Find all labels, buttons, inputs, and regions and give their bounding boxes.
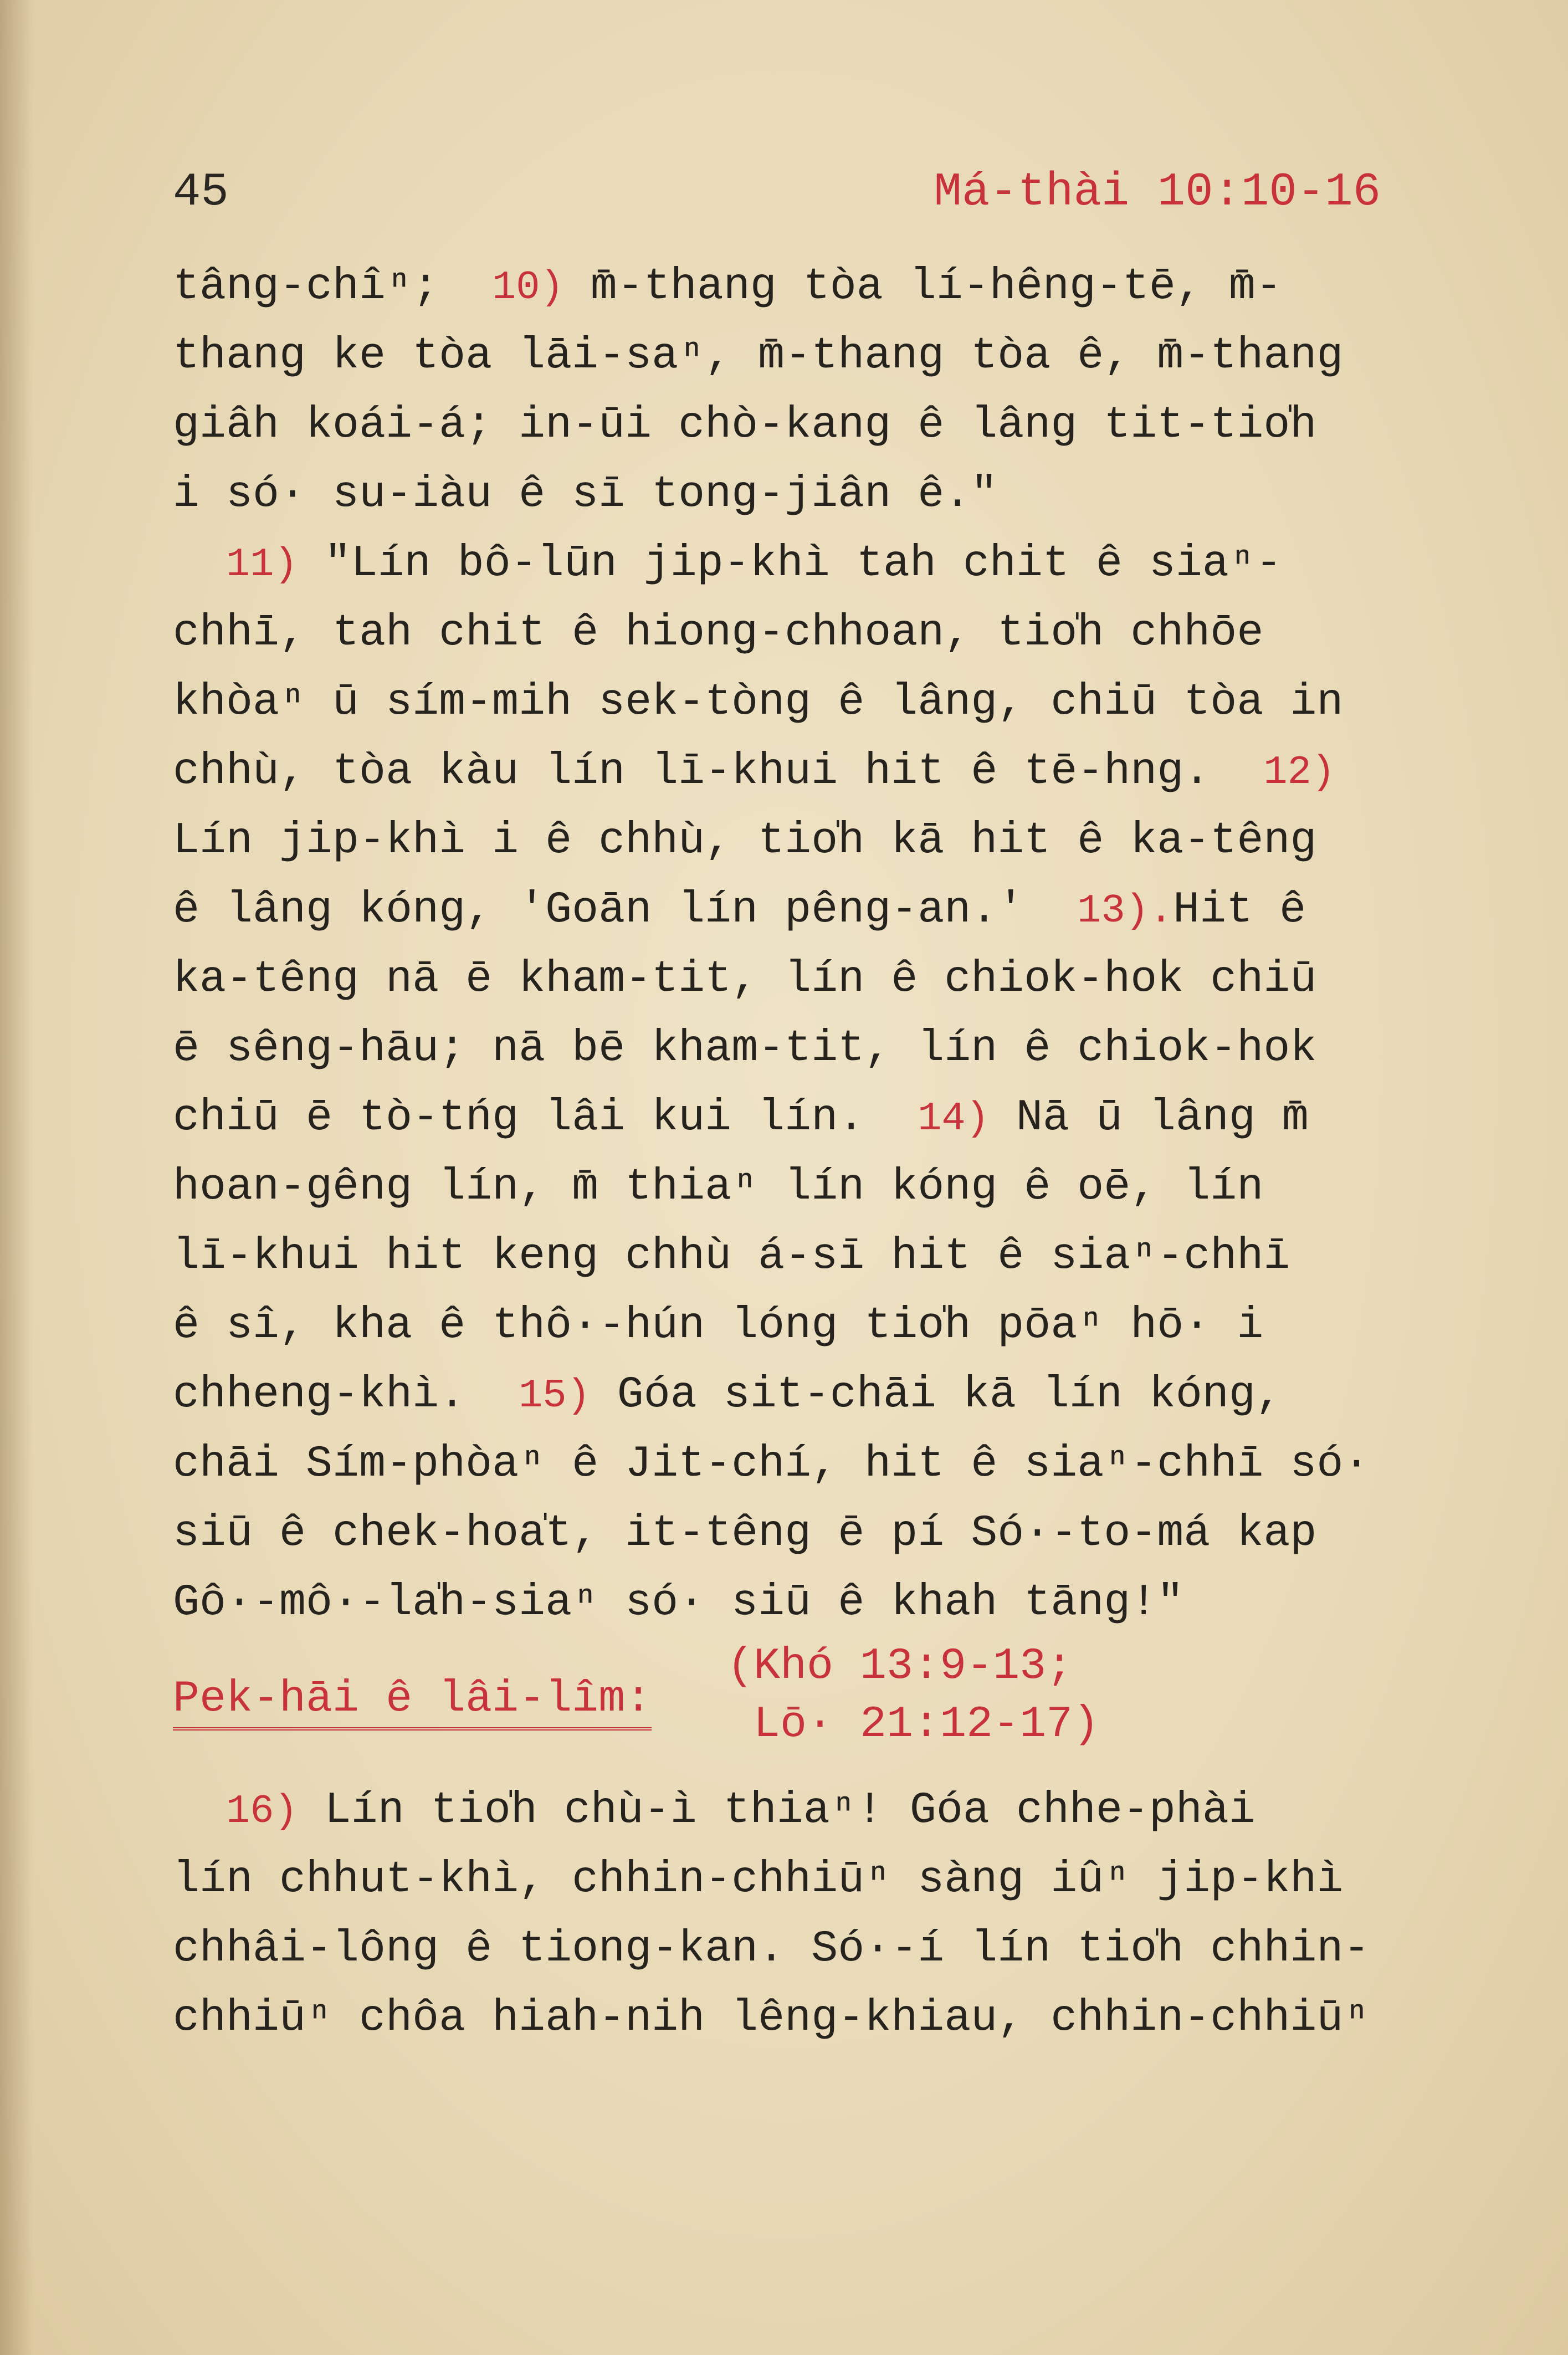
cross-reference-line: (Khó 13:9-13; bbox=[727, 1641, 1073, 1692]
line-text: tâng-chîⁿ; bbox=[173, 262, 493, 312]
text-line: chhâi-lông ê tiong-kan. Só·-í lín tio̍h chhin- bbox=[173, 1924, 1370, 1974]
verse-number-10: 10) bbox=[492, 265, 564, 310]
text-line: giâh koái-á; in-ūi chò-kang ê lâng tit-tio̍h bbox=[173, 400, 1317, 450]
text-line: chhī, tah chit ê hiong-chhoan, tio̍h chhōe bbox=[173, 608, 1264, 658]
page-body bbox=[173, 252, 1442, 2053]
running-head: Má-thài 10:10-16 bbox=[934, 166, 1381, 219]
text-line: thang ke tòa lāi-saⁿ, m̄-thang tòa ê, m̄-thang bbox=[173, 331, 1344, 381]
text-line bbox=[173, 1776, 1442, 1845]
line-text: chheng-khì. bbox=[173, 1370, 519, 1420]
line-text: Lín tio̍h chù-ì thiaⁿ! Góa chhe-phài bbox=[298, 1785, 1256, 1836]
text-line: ē sêng-hāu; nā bē kham-tit, lín ê chiok-hok bbox=[173, 1023, 1317, 1074]
text-line: hoan-gêng lín, m̄ thiaⁿ lín kóng ê oē, lín bbox=[173, 1162, 1264, 1212]
line-text: Nā ū lâng m̄ bbox=[989, 1093, 1309, 1143]
line-text: chhù, tòa kàu lín lī-khui hit ê tē-hng. bbox=[173, 746, 1264, 797]
text-line: ê sî, kha ê thô·-hún lóng tio̍h pōaⁿ hō· i bbox=[173, 1301, 1264, 1351]
verse-number-16: 16) bbox=[226, 1789, 298, 1834]
text-line: i só· su-iàu ê sī tong-jiân ê." bbox=[173, 469, 998, 520]
line-text: m̄-thang tòa lí-hêng-tē, m̄- bbox=[563, 262, 1282, 312]
section-heading bbox=[173, 1637, 1442, 1776]
text-line: siū ê chek-hoa̍t, it-têng ē pí Só·-to-má kap bbox=[173, 1508, 1317, 1559]
line-text: ê lâng kóng, 'Goān lín pêng-an.' bbox=[173, 885, 1078, 935]
indent bbox=[173, 539, 226, 589]
verse-number-12: 12) bbox=[1263, 750, 1335, 795]
page-header bbox=[173, 166, 1381, 227]
cross-reference bbox=[727, 1637, 1099, 1754]
text-line bbox=[173, 529, 1442, 598]
verse-number-13: 13). bbox=[1077, 888, 1174, 934]
line-text: "Lín bô-lūn jip-khì tah chit ê siaⁿ- bbox=[298, 539, 1282, 589]
line-text: Hit ê bbox=[1173, 885, 1306, 935]
section-title: Pek-hāi ê lâi-lîm: bbox=[173, 1672, 652, 1731]
text-line bbox=[173, 876, 1442, 945]
cross-reference-line: Lō· 21:12-17) bbox=[727, 1699, 1100, 1750]
text-line bbox=[173, 252, 1442, 321]
text-line: chāi Sím-phòaⁿ ê Jit-chí, hit ê siaⁿ-chhī só· bbox=[173, 1439, 1370, 1489]
text-line: Lín jip-khì i ê chhù, tio̍h kā hit ê ka-têng bbox=[173, 816, 1317, 866]
indent bbox=[173, 1785, 226, 1836]
verse-number-14: 14) bbox=[918, 1096, 990, 1141]
text-line: lī-khui hit keng chhù á-sī hit ê siaⁿ-chhī bbox=[173, 1231, 1290, 1282]
text-line: ka-têng nā ē kham-tit, lín ê chiok-hok chiū bbox=[173, 954, 1317, 1005]
text-line bbox=[173, 737, 1442, 806]
verse-number-15: 15) bbox=[519, 1373, 591, 1419]
page-number: 45 bbox=[173, 166, 229, 219]
text-line: lín chhut-khì, chhin-chhiūⁿ sàng iûⁿ jip-khì bbox=[173, 1855, 1344, 1905]
text-line: khòaⁿ ū sím-mih sek-tòng ê lâng, chiū tòa in bbox=[173, 677, 1344, 728]
text-line bbox=[173, 1360, 1442, 1430]
text-line: Gô·-mô·-la̍h-siaⁿ só· siū ê khah tāng!" bbox=[173, 1578, 1184, 1628]
line-text: Góa sit-chāi kā lín kóng, bbox=[590, 1370, 1282, 1420]
text-line bbox=[173, 1083, 1442, 1153]
line-text: chiū ē tò-tńg lâi kui lín. bbox=[173, 1093, 918, 1143]
verse-number-11: 11) bbox=[226, 542, 298, 587]
text-line: chhiūⁿ chôa hiah-nih lêng-khiau, chhin-chhiūⁿ bbox=[173, 1993, 1370, 2044]
